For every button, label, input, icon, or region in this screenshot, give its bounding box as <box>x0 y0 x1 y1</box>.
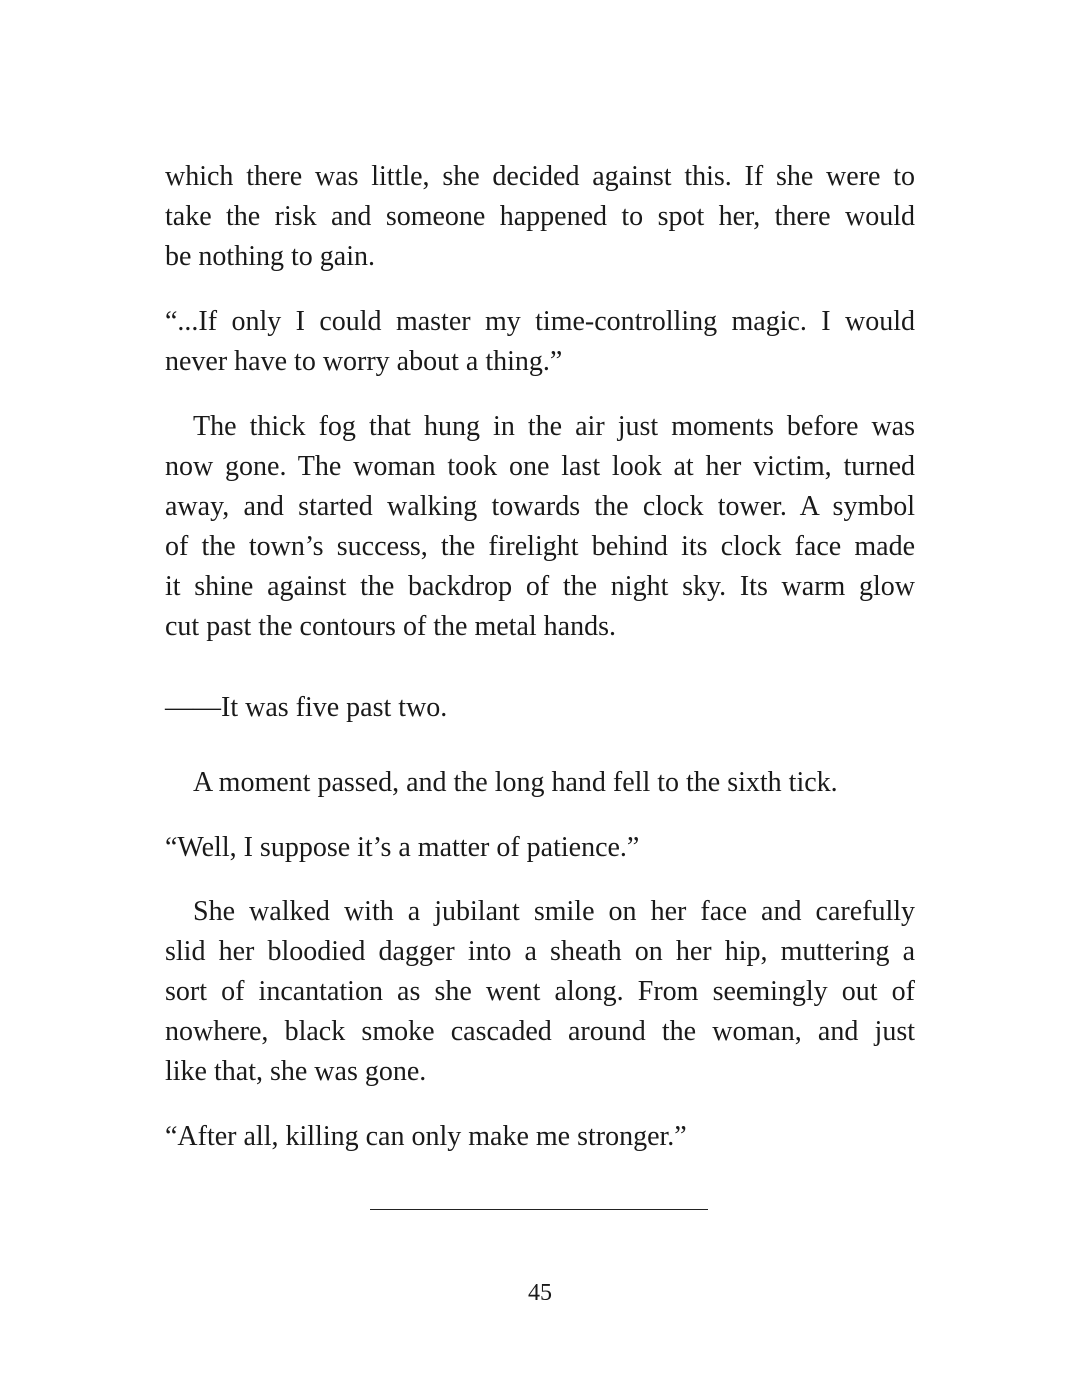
section-divider <box>370 1209 708 1210</box>
text-line: never have to worry about a thing.” <box>165 346 563 377</box>
text-line: She walked with a jubilant smile on her face and carefully <box>193 896 915 927</box>
paragraph <box>165 1117 915 1157</box>
text-line: which there was little, she decided against this. If she were to <box>165 161 915 192</box>
text-line: ——It was five past two. <box>165 692 448 723</box>
text-line: “After all, killing can only make me stronger.” <box>165 1121 687 1152</box>
paragraph <box>165 763 915 803</box>
text-line: nowhere, black smoke cascaded around the woman, and just <box>165 1016 915 1047</box>
text-line: away, and started walking towards the clock tower. A symbol <box>165 491 915 522</box>
paragraph <box>165 302 915 382</box>
paragraph <box>165 157 915 277</box>
text-line: “Well, I suppose it’s a matter of patience.” <box>165 832 640 863</box>
text-line: it shine against the backdrop of the night sky. Its warm glow <box>165 571 915 602</box>
paragraph <box>165 688 915 728</box>
text-line: now gone. The woman took one last look at her victim, turned <box>165 451 915 482</box>
text-line: sort of incantation as she went along. From seemingly out of <box>165 976 915 1007</box>
text-line: A moment passed, and the long hand fell to the sixth tick. <box>193 767 838 798</box>
text-line: The thick fog that hung in the air just moments before was <box>193 411 915 442</box>
paragraph <box>165 407 915 647</box>
text-line: slid her bloodied dagger into a sheath on her hip, muttering a <box>165 936 915 967</box>
text-line: cut past the contours of the metal hands. <box>165 611 616 642</box>
paragraph <box>165 828 915 868</box>
text-line: take the risk and someone happened to spot her, there would <box>165 201 915 232</box>
text-line: “...If only I could master my time-controlling magic. I would <box>165 306 915 337</box>
text-line: of the town’s success, the firelight behind its clock face made <box>165 531 915 562</box>
text-line: be nothing to gain. <box>165 241 375 272</box>
page-number: 45 <box>528 1280 552 1306</box>
paragraph <box>165 892 915 1092</box>
text-line: like that, she was gone. <box>165 1056 427 1087</box>
